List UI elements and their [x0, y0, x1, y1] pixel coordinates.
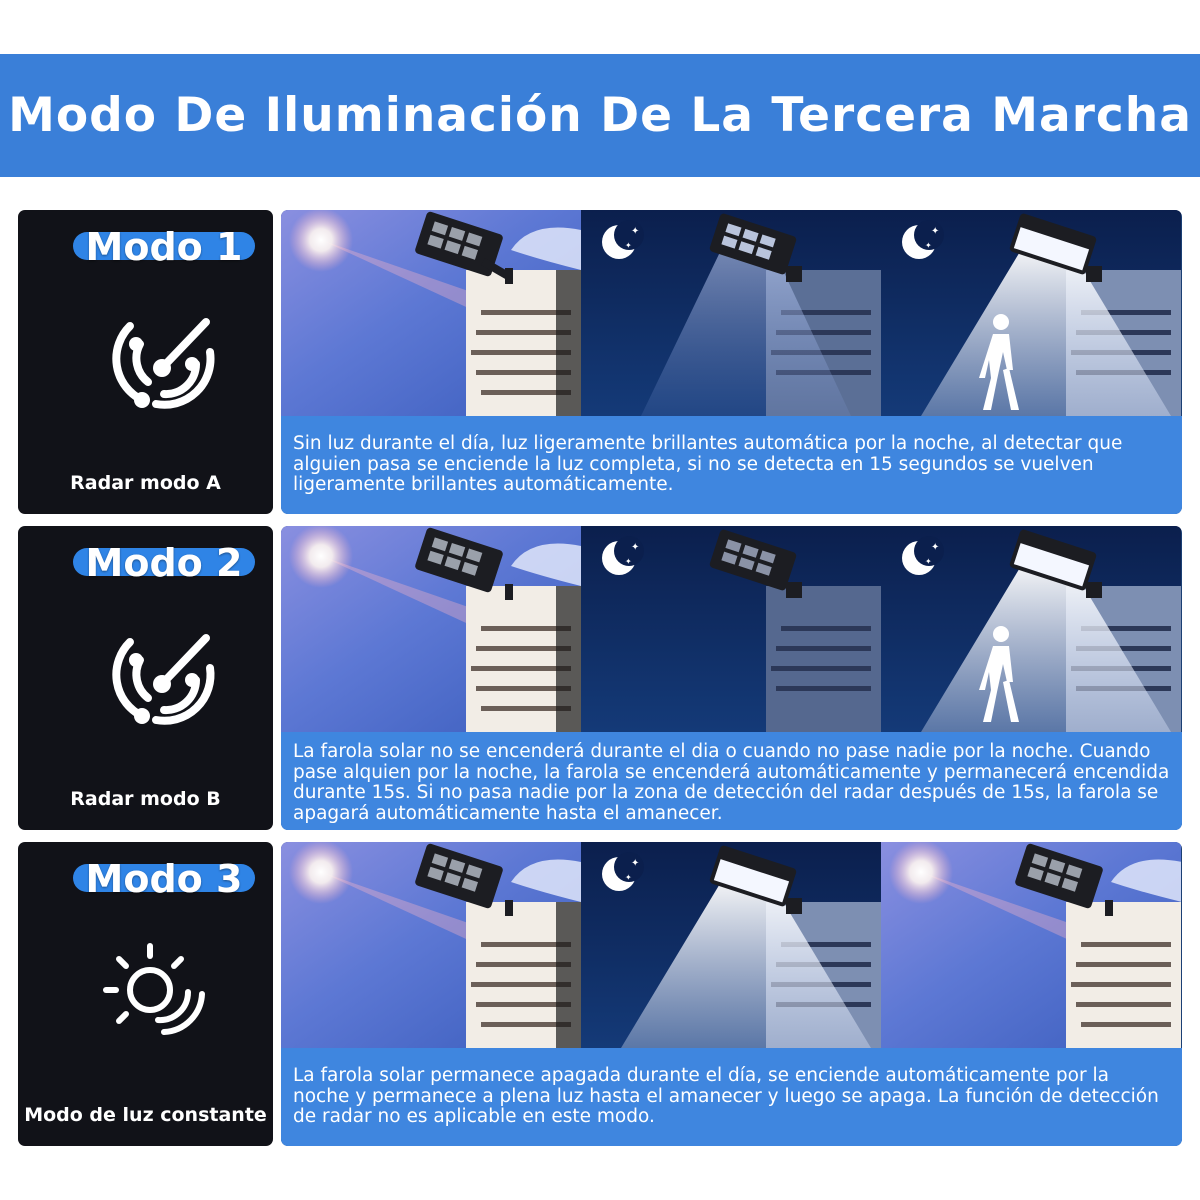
- svg-text:✦: ✦: [925, 557, 932, 566]
- svg-text:✦: ✦: [631, 858, 640, 869]
- sun-icon: [289, 526, 353, 588]
- page-title: Modo De Iluminación De La Tercera Marcha: [8, 88, 1192, 143]
- mode-card: [18, 210, 273, 514]
- mode-description-text: La farola solar permanece apagada durante el día, se enciende automáticamente por la noche y permanece a plena luz hasta el amanecer y luego se apaga. La función de detección de radar no es aplicable en este modo.: [293, 1065, 1159, 1127]
- mode-title: Modo 3: [85, 857, 243, 901]
- scene-day: [281, 842, 581, 1048]
- mode-label: Radar modo A: [70, 472, 221, 494]
- scene-night-off: [581, 526, 881, 732]
- sun-icon: [889, 842, 953, 904]
- svg-text:✦: ✦: [931, 226, 940, 237]
- mode-description: [281, 416, 1182, 514]
- mode-title: Modo 1: [85, 225, 243, 269]
- scene-night-dim: [581, 210, 881, 416]
- scene-night-bright: [581, 842, 881, 1048]
- scene-strip: [281, 210, 1182, 514]
- svg-text:✦: ✦: [625, 557, 632, 566]
- svg-text:✦: ✦: [625, 873, 632, 882]
- sun-sensor-icon: [100, 940, 224, 1048]
- scene-day: [281, 210, 581, 416]
- svg-text:✦: ✦: [925, 241, 932, 250]
- mode-title: Modo 2: [85, 541, 243, 585]
- scene-day: [881, 842, 1181, 1048]
- scene-night-person: [881, 210, 1181, 416]
- title-banner: [0, 54, 1200, 177]
- sun-icon: [289, 210, 353, 272]
- mode-description-text: La farola solar no se encenderá durante el dia o cuando no pase nadie por la noche. Cuando pase alquien por la noche, la farola se encenderá automáticamente y permanecerá encendida durante 15s. Si no pasa nadie por la zona de detección del radar después de 15s, la farola se apagará automáticamente hasta el amanecer.: [293, 741, 1170, 824]
- scene-day: [281, 526, 581, 732]
- mode-description: [281, 732, 1182, 830]
- mode-label: Radar modo B: [70, 788, 221, 810]
- scene-strip: [281, 842, 1182, 1146]
- radar-sensor-icon: [100, 624, 224, 732]
- svg-text:✦: ✦: [931, 542, 940, 553]
- mode-title-pill: [73, 857, 255, 901]
- mode-title-pill: [73, 225, 255, 269]
- mode-card: [18, 526, 273, 830]
- sun-icon: [289, 842, 353, 904]
- svg-text:✦: ✦: [631, 542, 640, 553]
- scene-night-person: [881, 526, 1181, 732]
- mode-description: [281, 1048, 1182, 1146]
- scene-strip: [281, 526, 1182, 830]
- radar-sensor-icon: [100, 308, 224, 416]
- svg-text:✦: ✦: [625, 241, 632, 250]
- mode-description-text: Sin luz durante el día, luz ligeramente brillantes automática por la noche, al detectar que alguien pasa se enciende la luz completa, si no se detecta en 15 segundos se vuelven ligeramente brillantes automáticamente.: [293, 433, 1123, 495]
- mode-card: [18, 842, 273, 1146]
- mode-label: Modo de luz constante: [24, 1104, 267, 1126]
- mode-title-pill: [73, 541, 255, 585]
- svg-text:✦: ✦: [631, 226, 640, 237]
